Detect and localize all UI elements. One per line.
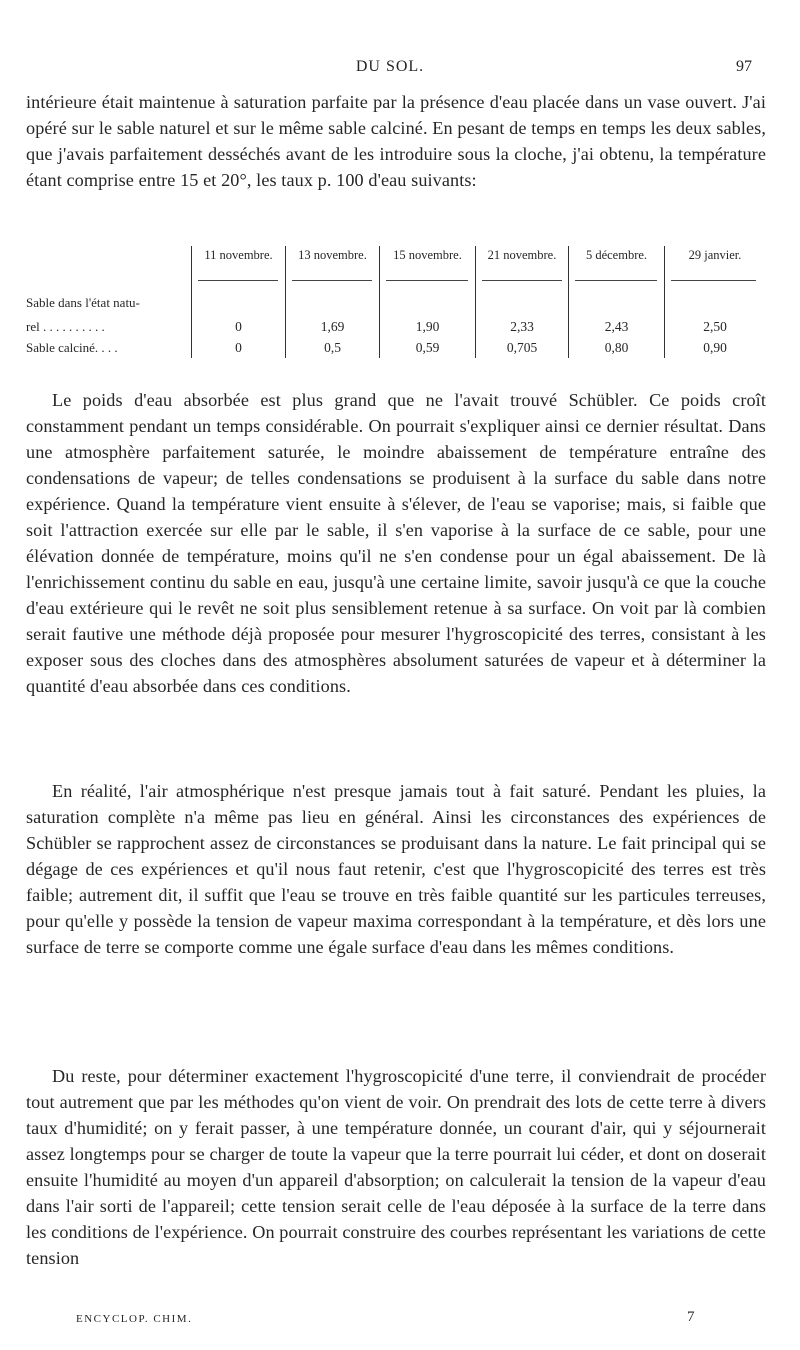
table-cell: 1,69 [320, 319, 345, 334]
table-row-label: Sable calciné. . . . [26, 340, 118, 355]
table-cell: 0,90 [703, 340, 727, 355]
table-header-rule [386, 280, 468, 281]
table-column-header: 21 novembre. [487, 248, 557, 262]
table-header-rule [198, 280, 278, 281]
page-number: 97 [736, 58, 752, 75]
table-column-header: 5 décembre. [585, 248, 648, 262]
intro-paragraph: intérieure était maintenue à saturation parfaite par la présence d'eau placée dans un vase ouvert. J'ai opéré sur le sable naturel et sur le même sable calciné. En pesant de temps en temps les deux sables, que j'avais parfaitement desséchés avant de les introduire sous la cloche, j'ai obtenu, la température étant comprise entre 15 et 20°, les taux p. 100 d'eau suivants: [26, 92, 766, 190]
table-row-label: Sable dans l'état natu- [26, 295, 140, 310]
data-table [26, 246, 766, 358]
table-row-label: rel . . . . . . . . . . [26, 319, 105, 334]
table-cell: 0,80 [604, 340, 629, 355]
table-header-rule [482, 280, 562, 281]
table-cell: 0 [235, 319, 242, 334]
table-header-rule [671, 280, 756, 281]
table-cell: 2,50 [703, 319, 727, 334]
body-paragraph: Le poids d'eau absorbée est plus grand que ne l'avait trouvé Schübler. Ce poids croît constamment pendant un temps considérable. On pourrait s'expliquer ainsi ce dernier résultat. Dans une atmosphère parfaitement saturée, le moindre abaissement de température entraîne des condensations de vapeur; de telles condensations se produisent à la surface du sable dans notre expérience. Quand la température vient ensuite à s'élever, de l'eau se vaporise; mais, si faible que soit l'attraction exercée sur elle par le sable, il s'en vaporise à la surface de ce sable, pour une élévation donnée de température, moins qu'il ne s'en condense pour un égal abaissement. De là l'enrichissement continu du sable en eau, jusqu'à une certaine limite, savoir jusqu'à ce que la couche d'eau extérieure qui le revêt ne soit plus sensiblement retenue à sa surface. On voit par là combien serait fautive une méthode déjà proposée pour mesurer l'hygroscopicité des terres, consistant à les exposer sous des cloches dans des atmosphères absolument saturées de vapeur et à déterminer la quantité d'eau absorbée dans ces conditions. [26, 390, 766, 696]
table-column-header: 15 novembre. [393, 248, 462, 262]
table-header-rule [292, 280, 372, 281]
signature-mark: 7 [687, 1309, 695, 1325]
table-cell: 0,5 [324, 340, 341, 355]
table-column-header: 11 novembre. [204, 248, 273, 262]
running-head [26, 56, 754, 78]
body-paragraph: En réalité, l'air atmosphérique n'est presque jamais tout à fait saturé. Pendant les pluies, la saturation complète n'a même pas lieu en général. Ainsi les circonstances des expériences de Schübler se rapprochent assez de circonstances se produisant dans la nature. Le fait principal qui se dégage de ces expériences et qu'il nous faut retenir, c'est que l'hygroscopicité des terres est très faible; autrement dit, il suffit que l'eau se trouve en très faible quantité sur les particules terreuses, pour qu'elle y possède la tension de vapeur maxima correspondant à la température, et dès lors une surface de terre se comporte comme une égale surface d'eau dans les mêmes conditions. [26, 781, 766, 957]
running-title: DU SOL. [355, 58, 425, 75]
table-header-rule [575, 280, 657, 281]
table-cell: 0,59 [415, 340, 440, 355]
table-cell: 0 [235, 340, 242, 355]
body-paragraph: Du reste, pour déterminer exactement l'hygroscopicité d'une terre, il conviendrait de procéder tout autrement que par les méthodes qu'on vient de voir. On prendrait des lots de cette terre à divers taux d'humidité; on y ferait passer, à une température donnée, un courant d'air, qui y séjournerait assez longtemps pour se charger de toute la vapeur que la terre pourrait lui céder, et dont on doserait ensuite l'humidité au moyen d'un appareil d'absorption; on calculerait la tension de la vapeur d'eau dans l'air sorti de l'appareil; cette tension serait celle de l'eau déposée à la surface de la terre dans les conditions de l'expérience. On pourrait construire des courbes représentant les variations de cette tension [26, 1066, 766, 1268]
table-cell: 1,90 [415, 319, 440, 334]
table-column-header: 13 novembre. [298, 248, 367, 262]
table-cell: 0,705 [506, 340, 538, 355]
footer-title: ENCYCLOP. CHIM. [76, 1313, 193, 1325]
table-cell: 2,43 [604, 319, 629, 334]
table-column-header: 29 janvier. [688, 248, 742, 262]
table-cell: 2,33 [510, 319, 534, 334]
